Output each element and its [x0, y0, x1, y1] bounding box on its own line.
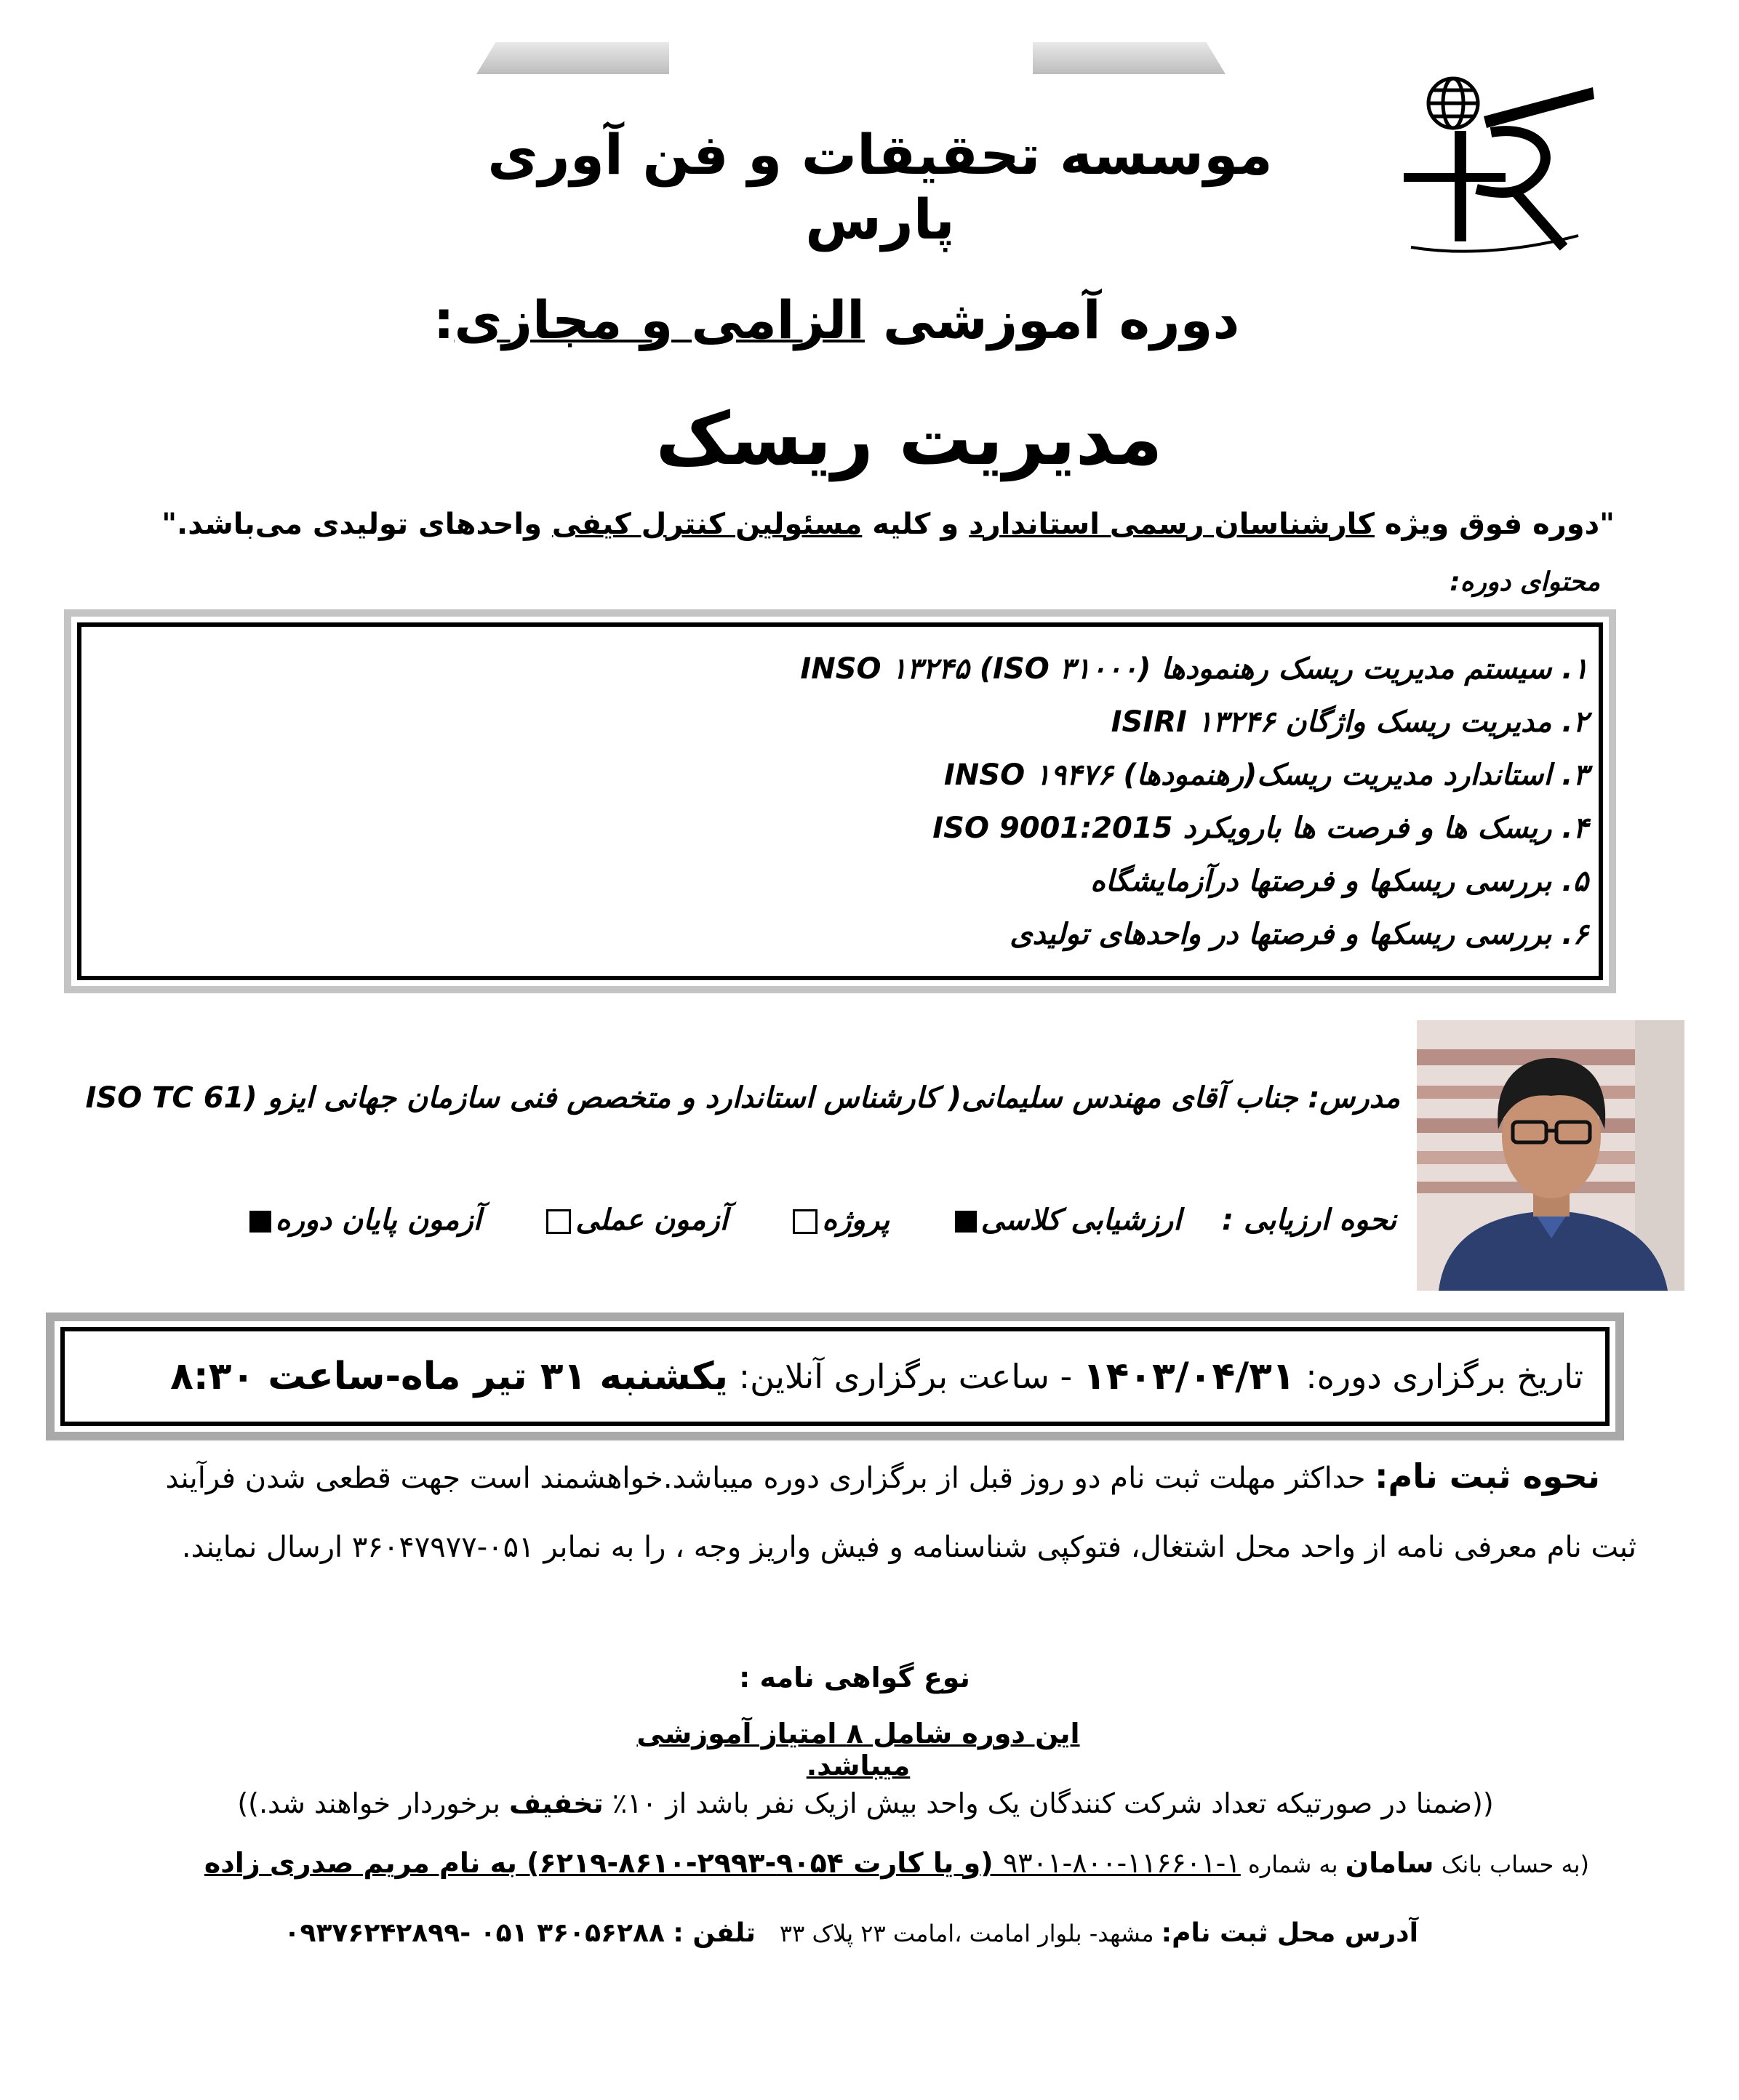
audience-emph-1: کارشناسان رسمی استاندارد [969, 508, 1375, 541]
discount-text-2: برخوردار خواهند شد.)) [237, 1787, 510, 1819]
registration-label: نحوه ثبت نام: [1375, 1456, 1600, 1496]
discount-emphasis: تخفیف [509, 1787, 604, 1819]
audience-emph-2: مسئولین کنترل کیفی [551, 508, 863, 541]
schedule-date-label: تاریخ برگزاری دوره: [1306, 1357, 1583, 1396]
institute-logo [1396, 73, 1600, 262]
unchecked-box-icon [793, 1209, 817, 1234]
schedule-time-label: - ساعت برگزاری آنلاین: [738, 1357, 1073, 1396]
bank-name: سامان [1345, 1847, 1434, 1879]
bank-mid: به شماره [1240, 1851, 1346, 1878]
address-value: مشهد- بلوار امامت ،امامت ۲۳ پلاک ۳۳ [772, 1920, 1162, 1947]
audience-text-1: "دوره فوق ویژه [1374, 508, 1615, 541]
checked-box-icon [955, 1211, 977, 1233]
bank-card-info: (و یا کارت ۹۰۵۴-۲۹۹۳-۸۶۱۰-۶۲۱۹) به نام مریم صدری زاده [204, 1847, 1003, 1879]
institute-name: موسسه تحقیقات و فن آوری پارس [487, 122, 1273, 252]
certificate-label: نوع گواهی نامه : [739, 1662, 970, 1694]
audience-text-3: واحدهای تولیدی می‌باشد." [161, 508, 552, 541]
assessment-option: آزمون پایان دوره [245, 1203, 481, 1237]
schedule-time-value: یکشنبه ۳۱ تیر ماه-ساعت ۸:۳۰ [170, 1355, 729, 1398]
course-type-prefix: دوره آموزشی [883, 289, 1240, 350]
registration-line-2: ثبت نام معرفی نامه از واحد محل اشتغال، فتوکپی شناسنامه و فیش واریز وجه ، را به نمابر ۰۵۱-۳۶۰۴۷۹۷۷ ارسال نمایند. [181, 1531, 1636, 1564]
assessment-option: آزمون عملی [542, 1203, 727, 1237]
audience-text-2: و کلیه [862, 508, 970, 541]
schedule-date-value: ۱۴۰۳/۰۴/۳۱ [1082, 1355, 1295, 1398]
address-line [276, 1918, 1418, 1948]
content-item: ۵. بررسی ریسکها و فرصتها درآزمایشگاه [1090, 865, 1588, 898]
bank-account-number: ۱-۱۱۶۶۰۱-۸۰۰-۹۳۰۱ [1002, 1847, 1241, 1879]
instructor-line [18, 1081, 1400, 1115]
checked-box-icon [249, 1211, 271, 1233]
phone-label: تلفن : [673, 1918, 756, 1948]
phone-value: ۳۶۰۵۶۲۸۸ ۰۵۱ -۰۹۳۷۶۲۴۲۸۹۹ [284, 1918, 665, 1948]
discount-note [175, 1787, 1556, 1819]
instructor-label: مدرس: جناب آقای مهندس سلیمانی [961, 1081, 1400, 1115]
course-content-list [800, 643, 1588, 961]
certificate-info: این دوره شامل ۸ امتیاز آموزشی میباشد. [636, 1718, 1080, 1782]
decorative-tab-right [1033, 42, 1226, 74]
course-content-frame [77, 622, 1603, 980]
schedule-frame [60, 1327, 1610, 1426]
content-item: ۳. استاندارد مدیریت ریسک(رهنمودها) INSO ۱۹۴۷۶ [943, 758, 1588, 792]
bank-info [127, 1847, 1589, 1879]
instructor-photo [1417, 1020, 1684, 1291]
content-item: ۱. سیستم مدیریت ریسک رهنمودها INSO ۱۳۲۴۵ (ISO ۳۱۰۰۰) [800, 652, 1588, 686]
schedule-box [46, 1312, 1624, 1440]
unchecked-box-icon [546, 1209, 571, 1234]
decorative-tab-left [476, 42, 669, 74]
bank-prefix: (به حساب بانک [1434, 1851, 1589, 1878]
course-content-box [64, 609, 1616, 993]
content-label: محتوای دوره: [1450, 567, 1600, 597]
assessment-option: پروژه [788, 1203, 890, 1237]
registration-line-1 [109, 1454, 1600, 1500]
assessment-label: نحوه ارزیابی : [1222, 1203, 1396, 1237]
address-label: آدرس محل ثبت نام: [1161, 1918, 1418, 1948]
course-type-heading [364, 289, 1309, 350]
course-type-suffix: : [433, 289, 455, 350]
discount-text-1: ((ضمنا در صورتیکه تعداد شرکت کنندگان یک واحد بیش ازیک نفر باشد از ۱۰٪ [603, 1787, 1494, 1819]
assessment-option: ارزشیابی کلاسی [951, 1203, 1182, 1237]
instructor-detail: ( کارشناس استاندارد و متخصص فنی سازمان جهانی ایزو (ISO TC 61 [85, 1081, 962, 1115]
course-name: مدیریت ریسک [655, 396, 1163, 481]
content-item: ۶. بررسی ریسکها و فرصتها در واحدهای تولیدی [1010, 918, 1588, 951]
audience-statement [131, 508, 1615, 541]
registration-text-1: حداکثر مهلت ثبت نام دو روز قبل از برگزاری دوره میباشد.خواهشمند است جهت قطعی شدن فرآیند [165, 1462, 1375, 1495]
course-type-emphasis: الزامی و مجازی [454, 289, 865, 350]
content-item: ۲. مدیریت ریسک واژگان ۱۳۲۴۶ ISIRI [1111, 705, 1588, 739]
assessment-line [218, 1203, 1396, 1237]
content-item: ۴. ریسک ها و فرصت ها بارویکرد ISO 9001:2015 [932, 811, 1588, 845]
